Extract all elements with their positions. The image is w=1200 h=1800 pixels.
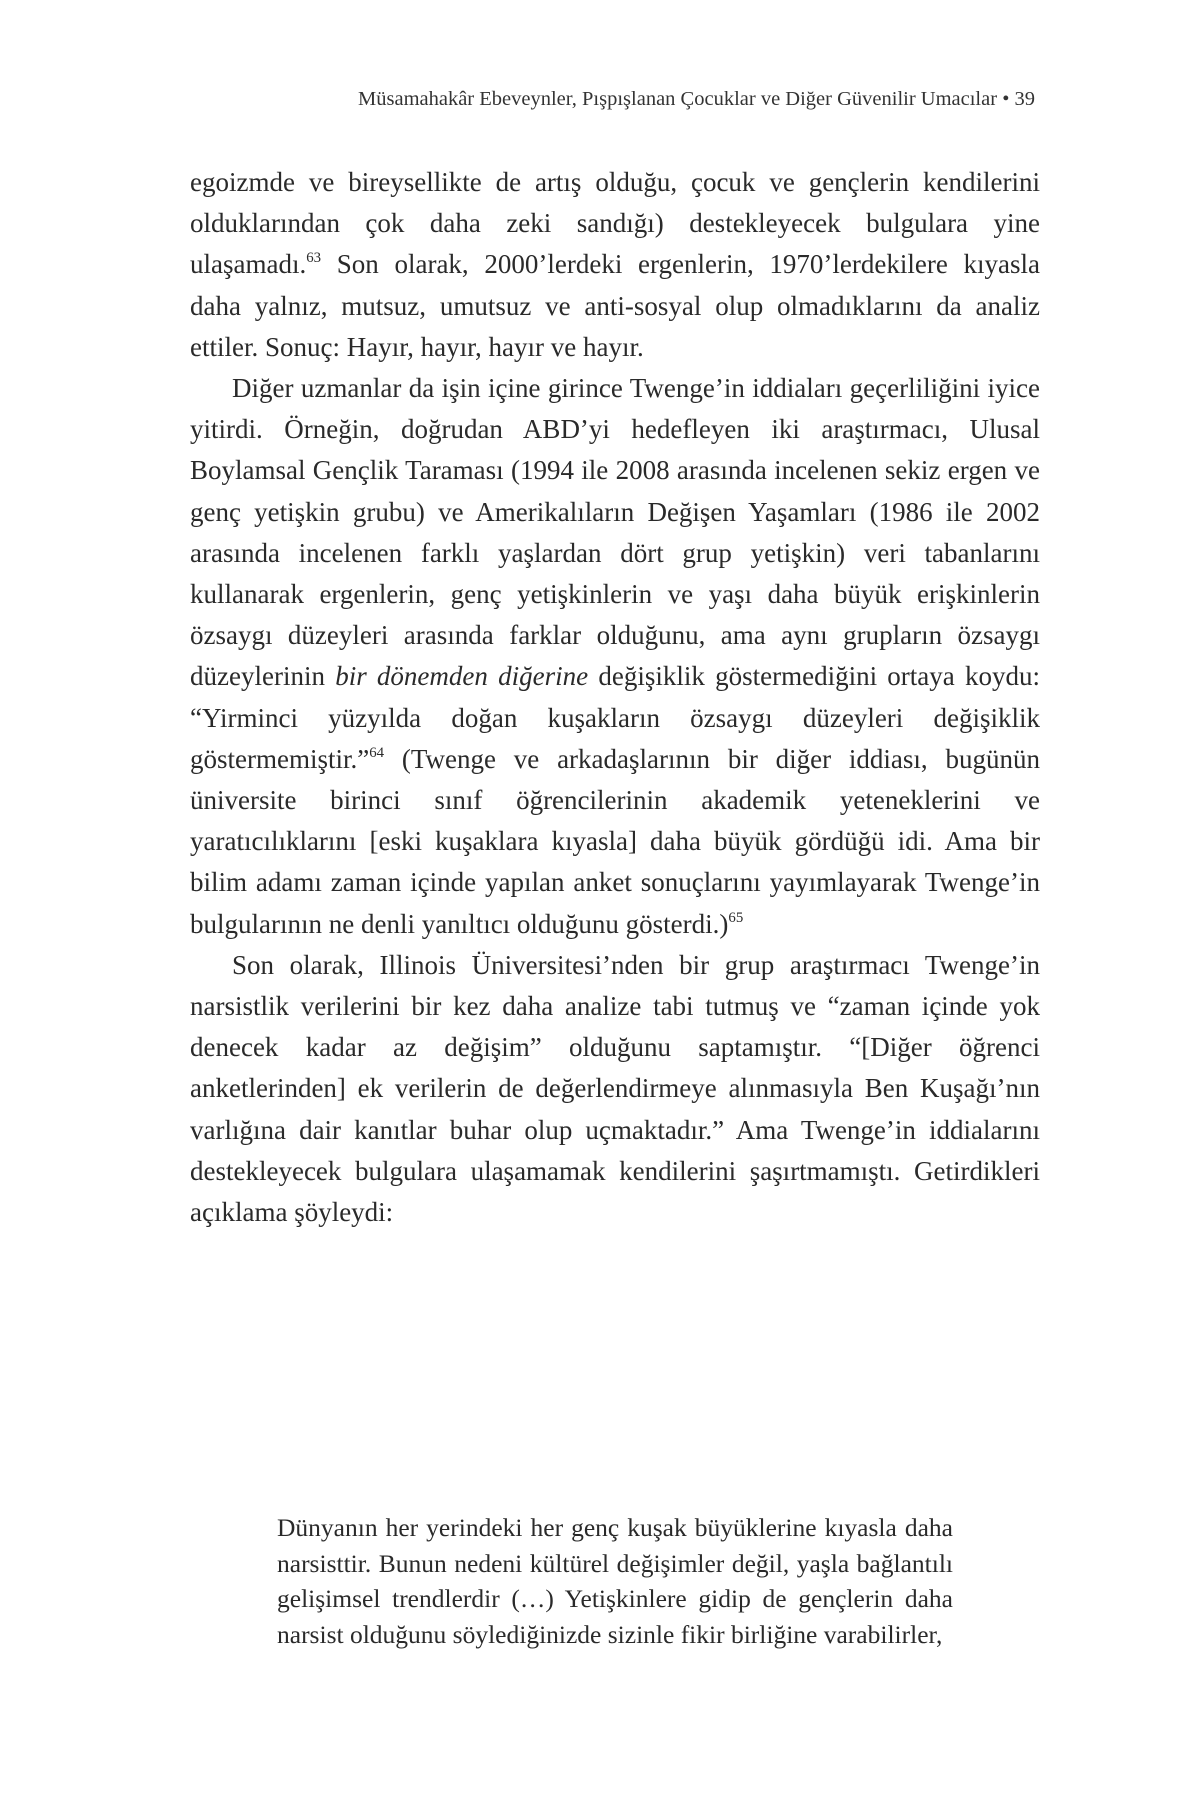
paragraph-2-italic: bir dönemden diğerine [335,661,589,692]
running-title: Müsamahakâr Ebeveynler, Pışpışlanan Çocuklar ve Diğer Güvenilir Umacılar [358,88,998,110]
paragraph-2 [190,368,1040,945]
running-header [358,88,1035,111]
paragraph-1-text-a: egoizmde ve bireysellikte de artış olduğu, çocuk ve gençlerin kendilerini olduklarından çok daha zeki sandığı) destekleyecek bulgulara yine ulaşamadı. [190,167,1040,280]
footnote-ref-65: 65 [728,909,744,926]
paragraph-1 [190,162,1040,368]
paragraph-2-text-b: değişiklik göstermediğini ortaya koydu: “Yirminci yüzyılda doğan kuşakların özsaygı düzeyleri değişiklik göstermemiştir.” [190,661,1041,774]
page-number: 39 [1014,88,1035,110]
footnote-ref-63: 63 [306,250,322,267]
paragraph-1-text-b: Son olarak, 2000’lerdeki ergenlerin, 1970’lerdekilere kıyasla daha yalnız, mutsuz, umutsuz ve anti-sosyal olup olmadıklarını da analiz ettiler. Sonuç: Hayır, hayır, hayır ve hayır. [190,249,1040,362]
paragraph-2-text-a: Diğer uzmanlar da işin içine girince Twenge’in iddiaları geçerliliğini iyice yitirdi. Örneğin, doğrudan ABD’yi hedefleyen iki araştırmacı, Ulusal Boylamsal Gençlik Taraması (1994 ile 2008 arasında incelenen sekiz ergen ve genç yetişkin grubu) ve Amerikalıların Değişen Yaşamları (1986 ile 2002 arasında incelenen farklı yaşlardan dört grup yetişkin) veri tabanlarını kullanarak ergenlerin, genç yetişkinlerin ve yaşı daha büyük erişkinlerin özsaygı düzeyleri arasında farklar olduğunu, ama aynı grupların özsaygı düzeylerinin [190,373,1040,692]
paragraph-3 [190,945,1040,1233]
block-quote [277,1510,953,1652]
paragraph-3-text: Son olarak, Illinois Üniversitesi’nden bir grup araştırmacı Twenge’in narsistlik verilerini bir kez daha analize tabi tutmuş ve “zaman içinde yok denecek kadar az değişim” olduğunu saptamıştır. “[Diğer öğrenci anketlerinden] ek verilerin de değerlendirmeye alınmasıyla Ben Kuşağı’nın varlığına dair kanıtlar buhar olup uçmaktadır.” Ama Twenge’in iddialarını destekleyecek bulgulara ulaşamamak kendilerini şaşırtmamıştı. Getirdikleri açıklama şöyleydi: [190,949,1040,1228]
header-separator: • [997,88,1015,110]
paragraph-2-text-c: (Twenge ve arkadaşlarının bir diğer iddiası, bugünün üniversite birinci sınıf öğrencilerinin akademik yeteneklerini ve yaratıcılıklarını [eski kuşaklara kıyasla] daha büyük gördüğü idi. Ama bir bilim adamı zaman içinde yapılan anket sonuçlarını yayımlayarak Twenge’in bulgularının ne denli yanıltıcı olduğunu gösterdi.) [190,743,1040,939]
block-quote-text: Dünyanın her yerindeki her genç kuşak büyüklerine kıyasla daha narsisttir. Bunun nedeni kültürel değişimler değil, yaşla bağlantılı gelişimsel trendlerdir (…) Yetişkinlere gidip de gençlerin daha narsist olduğunu söylediğinizde sizinle fikir birliğine varabilirler, [277,1513,953,1649]
body-text [190,162,1040,1233]
footnote-ref-64: 64 [369,744,385,761]
